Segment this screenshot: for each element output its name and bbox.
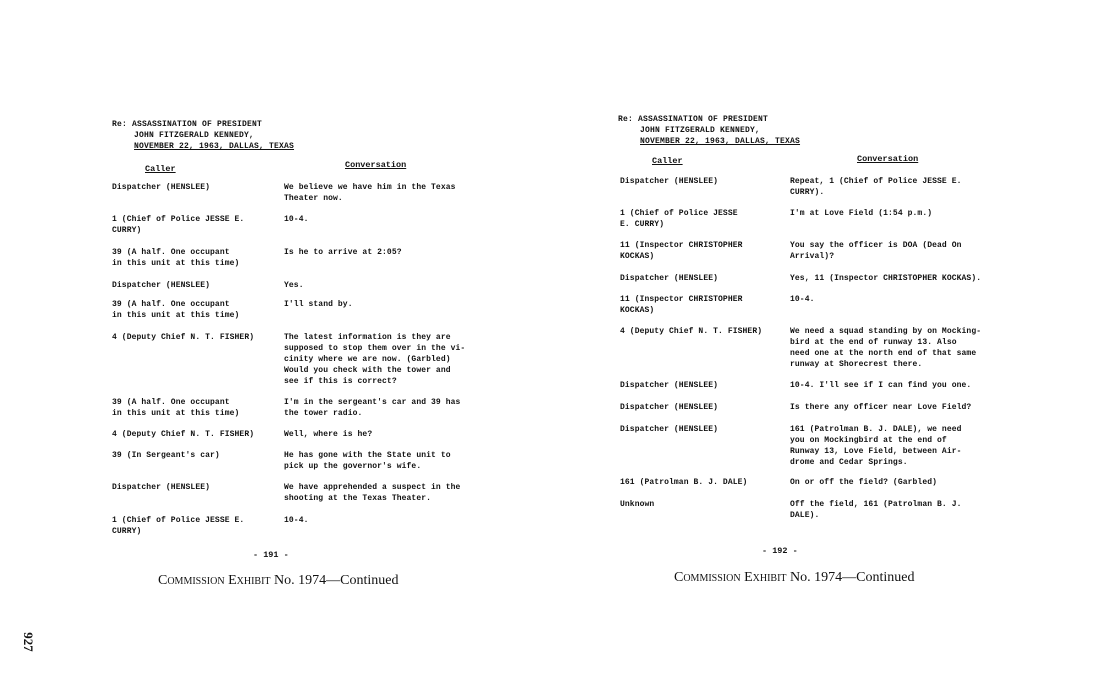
re-line-2: JOHN FITZGERALD KENNEDY, — [640, 126, 761, 135]
exhibit-caption — [674, 570, 914, 586]
caller-cell: Dispatcher (HENSLEE) — [620, 274, 719, 283]
caller-cell: 1 (Chief of Police JESSE E. CURRY) — [112, 516, 245, 536]
conversation-cell: Off the field, 161 (Patrolman B. J. DALE). — [790, 500, 962, 520]
caller-cell: Dispatcher (HENSLEE) — [620, 381, 719, 390]
caller-cell: Dispatcher (HENSLEE) — [620, 425, 719, 434]
exhibit-number: No. 1974—Continued — [274, 573, 399, 588]
re-line-3: NOVEMBER 22, 1963, DALLAS, TEXAS — [134, 142, 295, 151]
exhibit-prefix: Commission Exhibit — [674, 570, 787, 585]
caller-cell: 161 (Patrolman B. J. DALE) — [620, 478, 748, 487]
caller-cell: Dispatcher (HENSLEE) — [112, 183, 211, 192]
right-page — [560, 0, 1094, 691]
conversation-header: Conversation — [345, 160, 407, 170]
conversation-cell: Repeat, 1 (Chief of Police JESSE E. CURRY). — [790, 177, 962, 197]
exhibit-prefix: Commission Exhibit — [158, 573, 271, 588]
conversation-cell: 10-4. — [284, 516, 309, 525]
conversation-cell: Is he to arrive at 2:05? — [284, 248, 402, 257]
re-line-1: Re: ASSASSINATION OF PRESIDENT — [112, 120, 263, 129]
conversation-cell: Yes, 11 (Inspector CHRISTOPHER KOCKAS). — [790, 274, 982, 283]
caller-cell: Dispatcher (HENSLEE) — [620, 403, 719, 412]
re-line-1: Re: ASSASSINATION OF PRESIDENT — [618, 115, 769, 124]
conversation-cell: We need a squad standing by on Mocking- bird at the end of runway 13. Also need one at the north end of that same runway at Shorecrest there. — [790, 327, 982, 369]
conversation-cell: The latest information is they are supposed to stop them over in the vi- cinity where we are now. (Garbled) Would you check with the tower and see if this is correct? — [284, 333, 466, 386]
caller-cell: 39 (In Sergeant's car) — [112, 451, 220, 460]
conversation-cell: Well, where is he? — [284, 430, 373, 439]
caller-cell: 4 (Deputy Chief N. T. FISHER) — [112, 333, 255, 342]
caller-cell: 39 (A half. One occupant in this unit at this time) — [112, 300, 240, 320]
caller-cell: 1 (Chief of Police JESSE E. CURRY) — [112, 215, 245, 235]
conversation-cell: We have apprehended a suspect in the shooting at the Texas Theater. — [284, 483, 461, 503]
conversation-cell: 161 (Patrolman B. J. DALE), we need you on Mockingbird at the end of Runway 13, Love Field, between Air- drome and Cedar Springs. — [790, 425, 962, 467]
conversation-cell: 10-4. I'll see if I can find you one. — [790, 381, 972, 390]
conversation-cell: 10-4. — [284, 215, 309, 224]
re-header — [112, 119, 294, 152]
caller-cell: Dispatcher (HENSLEE) — [620, 177, 719, 186]
re-line-2: JOHN FITZGERALD KENNEDY, — [134, 131, 255, 140]
conversation-cell: You say the officer is DOA (Dead On Arrival)? — [790, 241, 962, 261]
caller-cell: 39 (A half. One occupant in this unit at this time) — [112, 398, 240, 418]
caller-cell: Dispatcher (HENSLEE) — [112, 483, 211, 492]
caller-header: Caller — [145, 164, 176, 174]
page-number: - 191 - — [253, 550, 289, 560]
caller-cell: 4 (Deputy Chief N. T. FISHER) — [620, 327, 763, 336]
conversation-cell: I'm in the sergeant's car and 39 has the tower radio. — [284, 398, 461, 418]
caller-cell: 39 (A half. One occupant in this unit at this time) — [112, 248, 240, 268]
conversation-cell: 10-4. — [790, 295, 815, 304]
caller-cell: 4 (Deputy Chief N. T. FISHER) — [112, 430, 255, 439]
exhibit-caption — [158, 573, 398, 589]
caller-cell: Unknown — [620, 500, 655, 509]
side-page-number: 927 — [20, 632, 36, 652]
page-number: - 192 - — [762, 546, 798, 556]
caller-cell: Dispatcher (HENSLEE) — [112, 281, 211, 290]
conversation-cell: I'll stand by. — [284, 300, 353, 309]
conversation-cell: Is there any officer near Love Field? — [790, 403, 972, 412]
caller-cell: 11 (Inspector CHRISTOPHER KOCKAS) — [620, 295, 743, 315]
exhibit-number: No. 1974—Continued — [790, 570, 915, 585]
caller-header: Caller — [652, 156, 683, 166]
conversation-cell: I'm at Love Field (1:54 p.m.) — [790, 209, 933, 218]
caller-cell: 11 (Inspector CHRISTOPHER KOCKAS) — [620, 241, 743, 261]
re-line-3: NOVEMBER 22, 1963, DALLAS, TEXAS — [640, 137, 801, 146]
conversation-cell: We believe we have him in the Texas Theater now. — [284, 183, 456, 203]
conversation-cell: He has gone with the State unit to pick up the governor's wife. — [284, 451, 451, 471]
conversation-cell: Yes. — [284, 281, 304, 290]
conversation-cell: On or off the field? (Garbled) — [790, 478, 938, 487]
conversation-header: Conversation — [857, 154, 919, 164]
re-header — [618, 114, 800, 147]
caller-cell: 1 (Chief of Police JESSE E. CURRY) — [620, 209, 738, 229]
left-page — [0, 0, 540, 691]
